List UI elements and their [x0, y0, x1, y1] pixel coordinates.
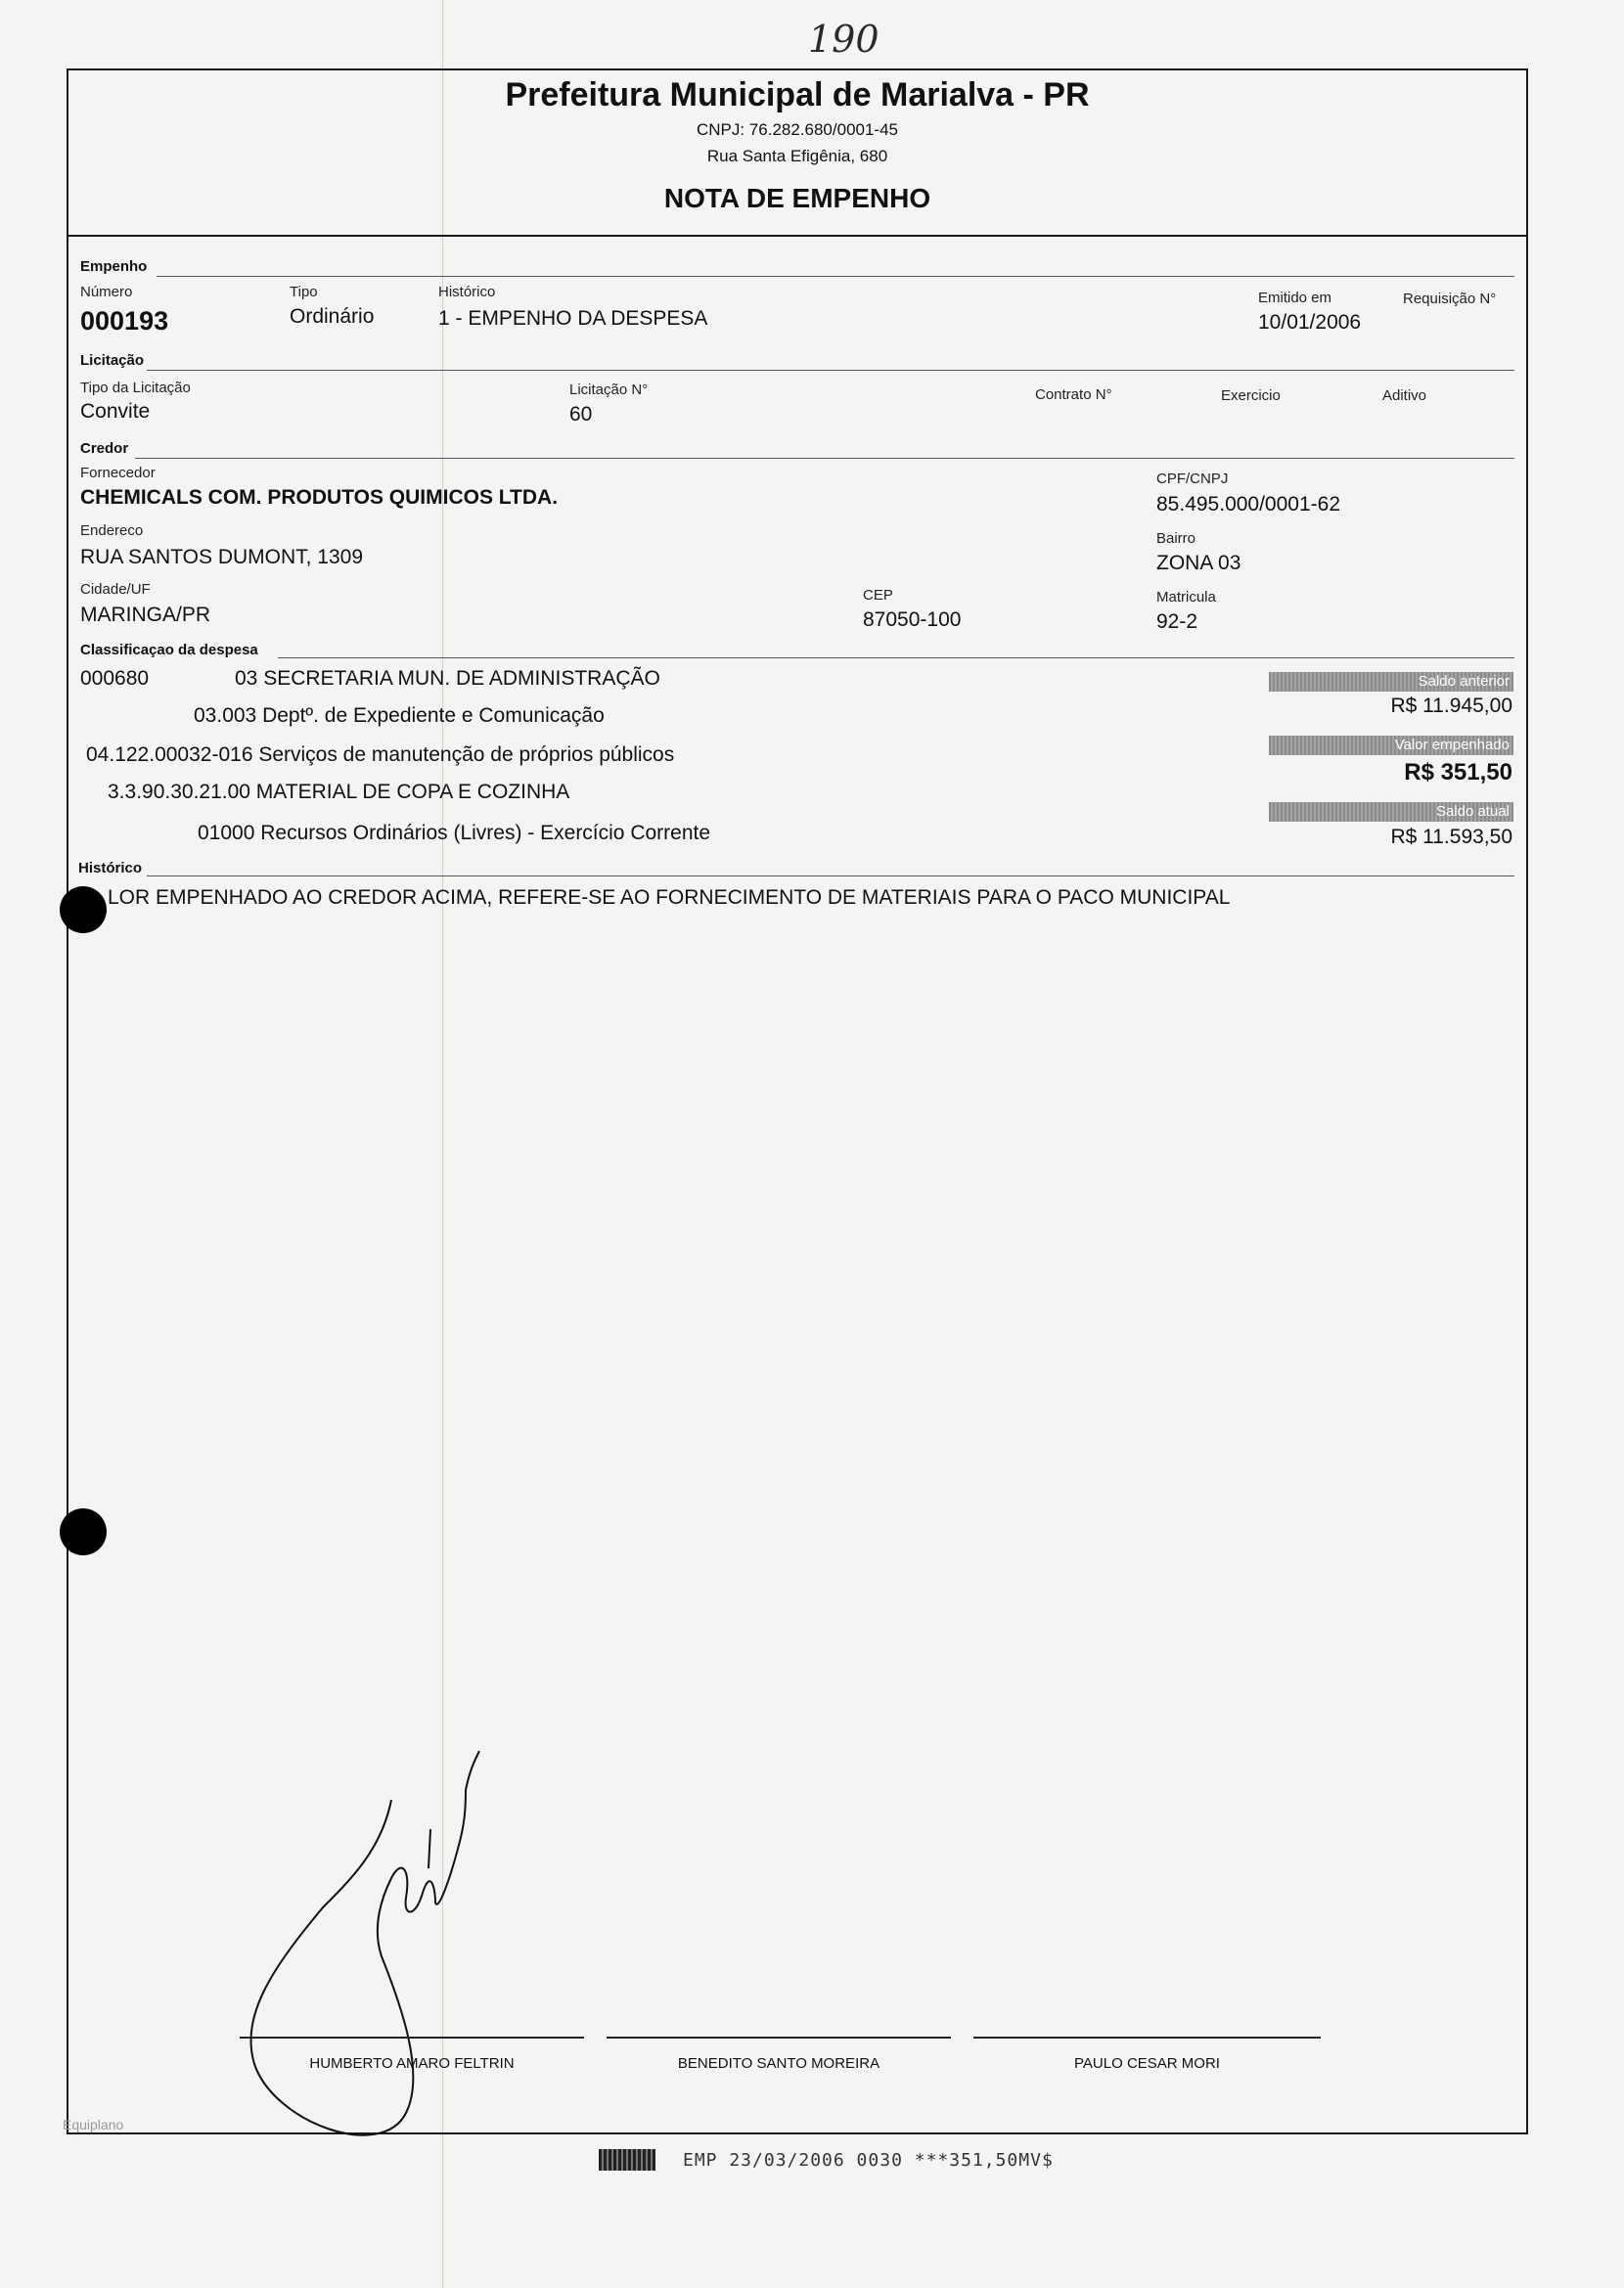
signatory-2: BENEDITO SANTO MOREIRA: [677, 2055, 880, 2072]
classificacao-line4: 3.3.90.30.21.00 MATERIAL DE COPA E COZINHA: [108, 781, 570, 803]
historico-text: LOR EMPENHADO AO CREDOR ACIMA, REFERE-SE AO FORNECIMENTO DE MATERIAIS PARA O PACO MUNICIPAL: [108, 886, 1231, 909]
cidade-value: MARINGA/PR: [80, 604, 211, 626]
saldo-anterior-value: R$ 11.945,00: [1390, 695, 1512, 717]
section-licitacao: Licitação: [80, 352, 145, 369]
cpf-label: CPF/CNPJ: [1156, 471, 1229, 487]
signature-line-2: [607, 2037, 951, 2039]
classificacao-line3: 04.122.00032-016 Serviços de manutenção de próprios públicos: [86, 743, 675, 766]
header-cnpj: CNPJ: 76.282.680/0001-45: [696, 120, 899, 139]
section-empenho: Empenho: [80, 258, 148, 275]
matricula-value: 92-2: [1156, 610, 1198, 633]
section-classificacao: Classificaçao da despesa: [80, 642, 258, 658]
valor-empenhado-value: R$ 351,50: [1404, 759, 1512, 785]
empenho-historico: 1 - EMPENHO DA DESPESA: [438, 307, 708, 330]
document-title: NOTA DE EMPENHO: [663, 183, 931, 213]
signature-line-1: [240, 2037, 584, 2039]
saldo-atual-value: R$ 11.593,50: [1390, 826, 1512, 848]
signatory-1: HUMBERTO AMARO FELTRIN: [309, 2055, 515, 2072]
rule-historico: [147, 875, 1514, 876]
rule-credor: [135, 458, 1514, 459]
numero-label: Número: [80, 284, 133, 300]
rule-classificacao: [278, 657, 1514, 658]
contrato-label: Contrato N°: [1035, 386, 1112, 403]
fornecedor-name: CHEMICALS COM. PRODUTOS QUIMICOS LTDA.: [80, 486, 559, 509]
signatory-3: PAULO CESAR MORI: [1074, 2055, 1220, 2072]
licitacao-numero-label: Licitação N°: [569, 381, 649, 398]
bairro-label: Bairro: [1156, 530, 1196, 547]
punch-hole-top: [60, 886, 107, 933]
section-credor: Credor: [80, 440, 129, 457]
saldo-atual-bar: Saldo atual: [1269, 802, 1513, 822]
aditivo-label: Aditivo: [1382, 387, 1427, 404]
empenho-tipo: Ordinário: [290, 305, 375, 328]
header-divider: [67, 235, 1528, 237]
header-title: Prefeitura Municipal de Marialva - PR: [505, 76, 1090, 113]
cep-value: 87050-100: [863, 608, 962, 631]
tipo-label: Tipo: [290, 284, 318, 300]
historico-label: Histórico: [438, 284, 496, 300]
classificacao-code: 000680: [80, 667, 150, 690]
footer-brand: Equiplano: [63, 2117, 124, 2132]
tipo-licitacao-label: Tipo da Licitação: [80, 380, 191, 396]
section-historico: Histórico: [78, 860, 143, 876]
valor-empenhado-bar: Valor empenhado: [1269, 736, 1513, 755]
classificacao-line2: 03.003 Deptº. de Expediente e Comunicação: [194, 704, 605, 727]
endereco-label: Endereco: [80, 522, 144, 539]
endereco-value: RUA SANTOS DUMONT, 1309: [80, 546, 364, 568]
requisicao-label: Requisição N°: [1403, 291, 1497, 307]
empenho-numero: 000193: [80, 306, 169, 336]
cpf-value: 85.495.000/0001-62: [1156, 493, 1341, 516]
handwritten-signature: [235, 1731, 558, 2162]
bairro-value: ZONA 03: [1156, 552, 1241, 574]
page-number: 190: [808, 18, 880, 61]
classificacao-line1: 03 SECRETARIA MUN. DE ADMINISTRAÇÃO: [235, 667, 660, 690]
cep-label: CEP: [863, 587, 893, 604]
rule-licitacao: [147, 370, 1514, 371]
cidade-label: Cidade/UF: [80, 581, 151, 598]
punch-hole-bottom: [60, 1508, 107, 1555]
fornecedor-label: Fornecedor: [80, 465, 156, 481]
exercicio-label: Exercicio: [1221, 387, 1281, 404]
licitacao-tipo: Convite: [80, 400, 151, 423]
matricula-label: Matricula: [1156, 589, 1216, 606]
header-address: Rua Santa Efigênia, 680: [706, 147, 888, 165]
footer-stamp: EMP 23/03/2006 0030 ***351,50MV$: [683, 2150, 1054, 2171]
signature-line-3: [973, 2037, 1321, 2039]
empenho-emitido: 10/01/2006: [1258, 311, 1362, 334]
saldo-anterior-bar: Saldo anterior: [1269, 672, 1513, 692]
rule-empenho: [157, 276, 1514, 277]
stamp-mark: [599, 2149, 655, 2171]
classificacao-line5: 01000 Recursos Ordinários (Livres) - Exercício Corrente: [198, 822, 711, 844]
emitido-label: Emitido em: [1258, 290, 1332, 306]
licitacao-numero: 60: [569, 403, 593, 426]
